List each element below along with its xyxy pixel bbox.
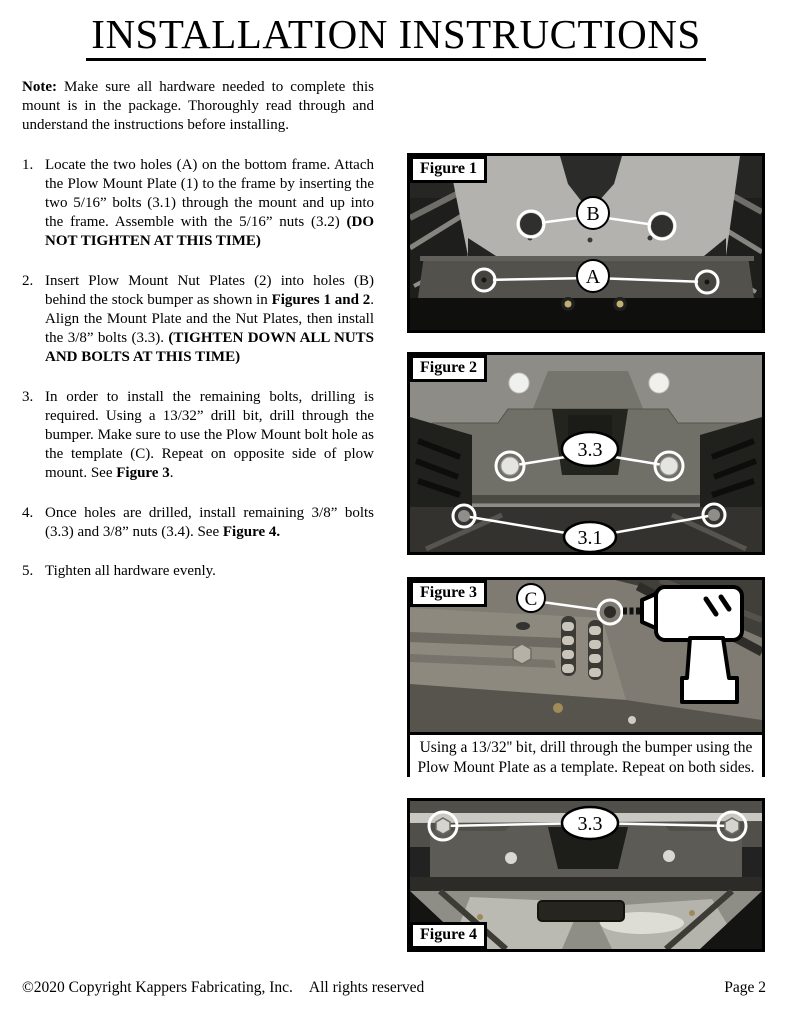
figure-3 [407,577,765,777]
figure-2 [407,352,765,555]
step-2-seg-0: Insert Plow Mount Nut Plates (2) into holes (B) behind the stock bumper as shown in [45,272,374,308]
figure-2-label: Figure 2 [410,355,487,382]
step-2-seg-1: Figures 1 and 2 [271,291,371,308]
figure-3-label: Figure 3 [410,580,487,607]
step-4-text [45,504,374,542]
title-row [0,12,792,61]
instructions-column [22,78,374,601]
figure-2-callout-33: 3.3 [577,439,603,461]
step-2-number: 2. [22,272,34,289]
step-4 [22,504,374,542]
figure-2-callout-31: 3.1 [577,527,603,549]
step-2 [22,272,374,368]
figure-4-callout-33: 3.3 [577,813,603,835]
step-4-number: 4. [22,504,34,521]
figure-1-callout-B: B [586,203,600,225]
step-5-seg-0: Tighten all hardware evenly. [45,563,216,580]
figure-1-callout-A: A [585,266,601,288]
page-title: INSTALLATION INSTRUCTIONS [86,12,705,61]
figure-2-photo [410,355,762,552]
step-1 [22,156,374,252]
step-3-text [45,388,374,484]
step-3-seg-1: Figure 3 [116,465,170,482]
figure-1-label: Figure 1 [410,156,487,183]
step-4-seg-1: Figure 4. [222,523,281,540]
note-text: Make sure all hardware needed to complete this mount is in the package. Thoroughly read through and understand the instructions before installing. [22,79,374,134]
figure-1 [407,153,765,333]
step-2-seg-3: (TIGHTEN DOWN ALL NUTS AND BOLTS AT THIS TIME) [45,330,374,366]
figures-column [407,153,765,952]
figure-3-callout-C: C [524,589,538,610]
figure-4-label: Figure 4 [410,922,487,949]
step-5 [22,562,374,581]
step-2-seg-2: . Align the Mount Plate and the Nut Plates, then install the 3/8” bolts (3.3). [45,291,374,347]
page-number: Page 2 [724,979,766,996]
copyright-line [22,979,424,997]
step-5-number: 5. [22,563,34,580]
note-label: Note: [22,79,57,95]
step-2-text [45,272,374,368]
copyright-text: ©2020 Copyright Kappers Fabricating, Inc. [22,979,293,996]
step-1-seg-0: Locate the two holes (A) on the bottom frame. Attach the Plow Mount Plate (1) to the frame by inserting the two 5/16” bolts (3.1) through the mount and up into the frame. Assemble with the 5/16” nuts (3.2) [45,156,374,231]
step-3-number: 3. [22,388,34,405]
page-footer [22,979,766,997]
step-1-text [45,156,374,252]
step-5-text [45,562,374,581]
step-3-seg-2: . [169,465,174,482]
step-4-seg-0: Once holes are drilled, install remaining 3/8” bolts (3.3) and 3/8” nuts (3.4). See [45,504,374,540]
step-3 [22,388,374,484]
step-3-seg-0: In order to install the remaining bolts, drilling is required. Using a 13/32” drill bit, drill through the bumper. Make sure to use the Plow Mount bolt hole as the template (C). Repeat on opposite side of plow mount. See [45,388,374,482]
figure-3-caption: Using a 13/32'' bit, drill through the bumper using the Plow Mount Plate as a template. Repeat on both sides. [410,732,762,783]
note-paragraph [22,78,374,136]
step-1-number: 1. [22,156,34,173]
step-1-seg-1: (DO NOT TIGHTEN AT THIS TIME) [45,214,374,250]
figure-4 [407,798,765,952]
rights-text: All rights reserved [308,979,425,996]
